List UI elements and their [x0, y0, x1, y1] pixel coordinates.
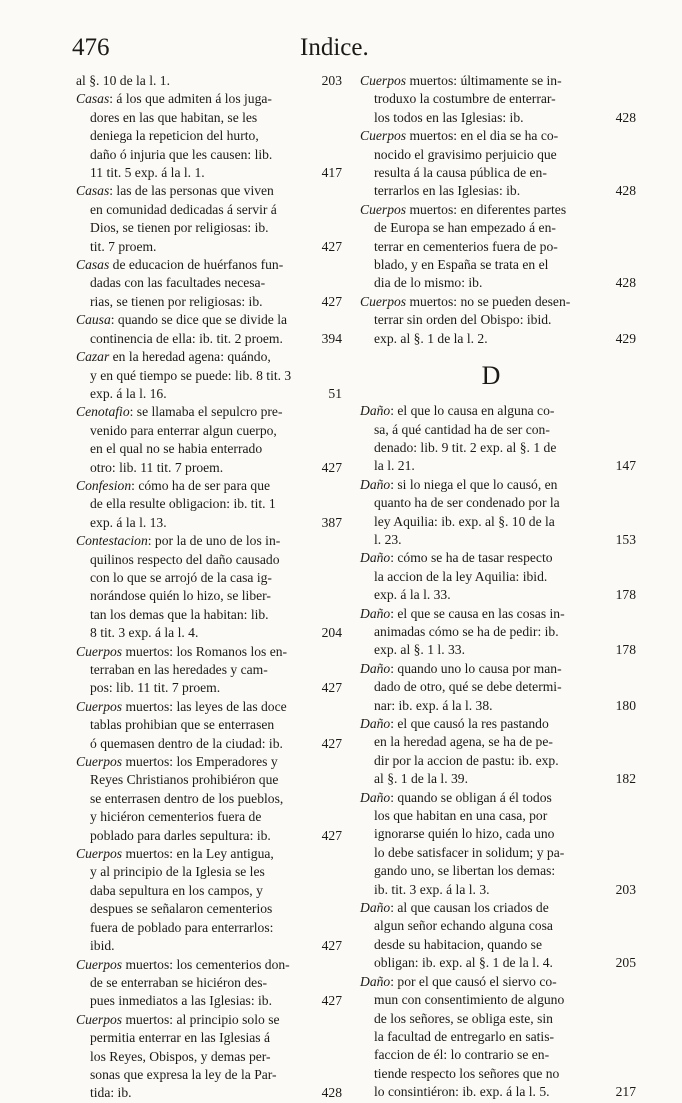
- entry-line: exp. al §. 1 l. 33.: [374, 642, 465, 658]
- headword: Cuerpos: [76, 643, 123, 659]
- entry-page-ref: 429: [615, 330, 636, 346]
- entry-line: daño ó injuria que les causen: lib.: [90, 146, 273, 162]
- index-entry: [360, 476, 636, 550]
- entry-line: exp. á la l. 13.: [90, 514, 167, 530]
- entry-line: la l. 21.: [374, 458, 415, 474]
- entry-line: exp. al §. 1 de la l. 2.: [374, 330, 488, 346]
- entry-line: desde su habitacion, quando se: [374, 936, 542, 952]
- headword: Causa: [76, 312, 111, 328]
- entry-line: Daño: el que lo causa en alguna co-: [360, 403, 555, 419]
- entry-line: dir por la accion de pastu: ib. exp.: [374, 752, 559, 768]
- headword: Cuerpos: [76, 1011, 123, 1027]
- entry-line: Dios, se tienen por religiosas: ib.: [90, 220, 269, 236]
- headword: Daño: [360, 789, 391, 805]
- entry-line: Casas de educacion de huérfanos fun-: [76, 257, 284, 273]
- entry-page-ref: 153: [615, 531, 636, 547]
- entry-line: la facultad de entregarlo en satis-: [374, 1028, 555, 1044]
- right-column-top: [360, 72, 636, 348]
- index-entry: [76, 753, 342, 845]
- entry-line: quanto ha de ser condenado por la: [374, 495, 560, 511]
- headword: Daño: [360, 550, 391, 566]
- entry-page-ref: 427: [321, 993, 342, 1009]
- index-entry: [76, 256, 342, 311]
- entry-page-ref: 428: [615, 275, 636, 291]
- index-entry: [76, 643, 342, 698]
- headword: Cuerpos: [360, 128, 407, 144]
- headword: Confesion: [76, 477, 132, 493]
- headword: Cuerpos: [76, 846, 123, 862]
- entry-page-ref: 178: [615, 642, 636, 658]
- entry-line: de los señores, se obliga este, sin: [374, 1010, 553, 1026]
- entry-page-ref: 203: [615, 881, 636, 897]
- headword: Daño: [360, 716, 391, 731]
- entry-page-ref: 428: [615, 183, 636, 199]
- entry-line: resulta á la causa pública de en-: [374, 165, 547, 181]
- entry-line: obligan: ib. exp. al §. 1 de la l. 4.: [374, 955, 553, 971]
- index-entry: [360, 402, 636, 476]
- entry-line: nocido el gravisimo perjuicio que: [374, 146, 557, 162]
- index-entry: [360, 899, 636, 973]
- index-entry: [360, 789, 636, 899]
- entry-line: sa, á qué cantidad ha de ser con-: [374, 421, 550, 437]
- entry-line: tida: ib.: [90, 1085, 132, 1101]
- entry-line: Cuerpos muertos: últimamente se in-: [360, 73, 562, 88]
- entry-line: la accion de la ley Aquilia: ibid.: [374, 568, 548, 584]
- entry-line: los todos en las Iglesias: ib.: [374, 109, 524, 125]
- entry-line: Reyes Christianos prohibiéron que: [90, 772, 279, 788]
- entry-line: Cuerpos muertos: no se pueden desen-: [360, 293, 571, 309]
- entry-line: gando uno, se libertan los demas:: [374, 863, 556, 879]
- entry-line: Cuerpos muertos: en el dia se ha co-: [360, 128, 559, 144]
- entry-line: blado, y en España se trata en el: [374, 257, 549, 273]
- headword: Cuerpos: [76, 754, 123, 770]
- entry-line: Cuerpos muertos: los Romanos los en-: [76, 643, 288, 659]
- headword: Cuerpos: [360, 201, 407, 217]
- entry-line: dado de otro, qué se debe determi-: [374, 679, 562, 695]
- headword: Daño: [360, 403, 391, 419]
- headword: Cuerpos: [360, 73, 407, 88]
- headword: Daño: [360, 605, 391, 621]
- headword: Casas: [76, 257, 110, 273]
- index-entry: [360, 201, 636, 293]
- entry-page-ref: 427: [321, 459, 342, 475]
- entry-line: al §. 10 de la l. 1.: [76, 73, 171, 88]
- entry-line: de Europa se han empezado á en-: [374, 220, 556, 236]
- entry-line: lo debe satisfacer in solidum; y pa-: [374, 844, 565, 860]
- entry-line: ó quemasen dentro de la ciudad: ib.: [90, 735, 283, 751]
- entry-line: Casas: á los que admiten á los juga-: [76, 91, 272, 107]
- entry-line: faccion de él: lo contrario se en-: [374, 1047, 550, 1063]
- entry-page-ref: 428: [615, 109, 636, 125]
- index-entry: [76, 311, 342, 348]
- section-letter: D: [481, 361, 501, 391]
- entry-line: terrar sin orden del Obispo: ibid.: [374, 312, 552, 328]
- entry-line: norándose quién lo hizo, se liber-: [90, 588, 271, 604]
- entry-page-ref: 428: [321, 1085, 342, 1101]
- index-entry: [360, 715, 636, 789]
- entry-line: despues se señalaron cementerios: [90, 901, 273, 917]
- entry-line: y en qué tiempo se puede: lib. 8 tit. 3: [90, 367, 292, 383]
- entry-page-ref: 204: [321, 625, 342, 641]
- headword: Contestacion: [76, 533, 148, 549]
- entry-page-ref: 427: [321, 293, 342, 309]
- index-entry: [360, 293, 636, 348]
- entry-page-ref: 387: [321, 514, 342, 530]
- entry-line: denado: lib. 9 tit. 2 exp. al §. 1 de: [374, 439, 557, 455]
- entry-line: lo consintiéron: ib. exp. á la l. 5.: [374, 1084, 550, 1100]
- entry-line: Casas: las de las personas que viven: [76, 183, 274, 199]
- index-entry: [76, 477, 342, 532]
- entry-line: ignorarse quién lo hizo, cada uno: [374, 826, 555, 842]
- index-entry: [76, 956, 342, 1011]
- headword: Daño: [360, 900, 391, 916]
- entry-line: Daño: por el que causó el siervo co-: [360, 973, 557, 989]
- entry-line: dia de lo mismo: ib.: [374, 275, 483, 291]
- headword: Cuerpos: [76, 956, 123, 972]
- entry-line: troduxo la costumbre de enterrar-: [374, 91, 556, 107]
- entry-line: se enterrasen dentro de los pueblos,: [90, 790, 284, 806]
- entry-line: ib. tit. 3 exp. á la l. 3.: [374, 881, 490, 897]
- index-entry: [360, 549, 636, 604]
- entry-line: Cuerpos muertos: en la Ley antigua,: [76, 846, 274, 862]
- entry-line: tan los demas que la habitan: lib.: [90, 606, 269, 622]
- entry-line: Cuerpos muertos: en diferentes partes: [360, 201, 567, 217]
- entry-line: rias, se tienen por religiosas: ib.: [90, 293, 263, 309]
- entry-page-ref: 417: [321, 165, 342, 181]
- entry-line: terrarlos en las Iglesias: ib.: [374, 183, 521, 199]
- entry-line: terraban en las heredades y cam-: [90, 662, 268, 677]
- index-entry: [76, 1011, 342, 1103]
- entry-line: los Reyes, Obispos, y demas per-: [90, 1048, 271, 1064]
- entry-page-ref: 427: [321, 827, 342, 843]
- entry-page-ref: 180: [615, 697, 636, 713]
- entry-line: poblado para darles sepultura: ib.: [90, 827, 271, 843]
- index-entry: [76, 845, 342, 955]
- entry-line: algun señor echando alguna cosa: [374, 918, 553, 934]
- entry-page-ref: 205: [615, 955, 636, 971]
- entry-line: animadas cómo se ha de pedir: ib.: [374, 623, 559, 639]
- running-title: Indice.: [300, 34, 369, 61]
- entry-line: daba sepultura en los campos, y: [90, 882, 263, 898]
- entry-line: Contestacion: por la de uno de los in-: [76, 533, 281, 549]
- headword: Cazar: [76, 349, 110, 365]
- entry-line: y al principio de la Iglesia se les: [90, 864, 265, 880]
- entry-line: ibid.: [90, 938, 115, 954]
- index-entry: [76, 182, 342, 256]
- page-number: 476: [72, 34, 110, 61]
- entry-line: quilinos respecto del daño causado: [90, 551, 280, 567]
- right-column-bottom: [360, 402, 636, 1101]
- entry-line: en comunidad dedicadas á servir á: [90, 201, 277, 217]
- entry-line: Daño: quando uno lo causa por man-: [360, 660, 562, 676]
- entry-line: Cazar en la heredad agena: quándo,: [76, 349, 271, 365]
- entry-line: exp. á la l. 33.: [374, 587, 451, 603]
- entry-line: los que habitan en una casa, por: [374, 808, 548, 824]
- entry-line: Daño: si lo niega el que lo causó, en: [360, 476, 558, 492]
- index-entry: [76, 532, 342, 642]
- entry-page-ref: 427: [321, 238, 342, 254]
- entry-line: en el qual no se habia enterrado: [90, 441, 263, 457]
- headword: Cuerpos: [360, 293, 407, 309]
- index-entry: [76, 403, 342, 477]
- entry-line: con lo que se arrojó de la casa ig-: [90, 569, 272, 585]
- entry-line: l. 23.: [374, 531, 402, 547]
- entry-line: 11 tit. 5 exp. á la l. 1.: [90, 165, 205, 181]
- entry-line: de ella resulte obligacion: ib. tit. 1: [90, 496, 276, 512]
- entry-line: de se enterraban se hiciéron des-: [90, 974, 268, 990]
- entry-line: venido para enterrar algun cuerpo,: [90, 422, 277, 438]
- headword: Casas: [76, 183, 110, 199]
- index-entry: [360, 973, 636, 1102]
- entry-line: Daño: el que causó la res pastando: [360, 716, 549, 731]
- entry-line: Cenotafio: se llamaba el sepulcro pre-: [76, 404, 283, 420]
- entry-line: dadas con las facultades necesa-: [90, 275, 266, 291]
- headword: Daño: [360, 476, 391, 492]
- entry-line: en la heredad agena, se ha de pe-: [374, 734, 553, 750]
- index-entry: [360, 605, 636, 660]
- entry-line: dores en las que habitan, se les: [90, 109, 258, 125]
- index-entry: [76, 698, 342, 753]
- entry-line: Cuerpos muertos: las leyes de las doce: [76, 698, 287, 714]
- headword: Daño: [360, 973, 391, 989]
- index-entry: [360, 660, 636, 715]
- entry-page-ref: 51: [328, 385, 342, 401]
- index-entry: [360, 72, 636, 127]
- entry-line: Confesion: cómo ha de ser para que: [76, 477, 271, 493]
- entry-page-ref: 178: [615, 587, 636, 603]
- entry-page-ref: 427: [321, 680, 342, 696]
- index-entry: [76, 72, 342, 90]
- entry-page-ref: 394: [321, 330, 342, 346]
- entry-line: Daño: al que causan los criados de: [360, 900, 549, 916]
- entry-line: pos: lib. 11 tit. 7 proem.: [90, 680, 221, 696]
- entry-line: fuera de poblado para enterrarlos:: [90, 919, 274, 935]
- entry-line: Daño: cómo se ha de tasar respecto: [360, 550, 553, 566]
- entry-page-ref: 182: [615, 771, 636, 787]
- left-column: [76, 72, 342, 1103]
- entry-line: Causa: quando se dice que se divide la: [76, 312, 288, 328]
- entry-page-ref: 427: [321, 735, 342, 751]
- headword: Daño: [360, 660, 391, 676]
- entry-line: y hiciéron cementerios fuera de: [90, 809, 262, 825]
- entry-line: tit. 7 proem.: [90, 238, 157, 254]
- page-header: [0, 34, 682, 64]
- right-column: [360, 72, 636, 1102]
- entry-line: tiende respecto los señores que no: [374, 1065, 560, 1081]
- index-entry: [360, 127, 636, 201]
- entry-line: Cuerpos muertos: los cementerios don-: [76, 956, 290, 972]
- entry-line: Daño: el que se causa en las cosas in-: [360, 605, 565, 621]
- entry-line: tablas prohibian que se enterrasen: [90, 717, 275, 733]
- entry-line: mun con consentimiento de alguno: [374, 992, 565, 1008]
- entry-page-ref: 203: [321, 73, 342, 88]
- headword: Cenotafio: [76, 404, 130, 420]
- index-entry: [76, 348, 342, 403]
- index-entry: [76, 90, 342, 182]
- entry-line: ley Aquilia: ib. exp. al §. 10 de la: [374, 513, 555, 529]
- headword: Casas: [76, 91, 110, 107]
- entry-line: nar: ib. exp. á la l. 38.: [374, 697, 493, 713]
- entry-page-ref: 217: [615, 1084, 636, 1100]
- entry-page-ref: 427: [321, 938, 342, 954]
- entry-line: exp. á la l. 16.: [90, 385, 167, 401]
- entry-line: terrar en cementerios fuera de po-: [374, 238, 558, 254]
- entry-line: 8 tit. 3 exp. á la l. 4.: [90, 625, 199, 641]
- headword: Cuerpos: [76, 698, 123, 714]
- entry-line: continencia de ella: ib. tit. 2 proem.: [90, 330, 283, 346]
- entry-line: Daño: quando se obligan á él todos: [360, 789, 552, 805]
- entry-line: al §. 1 de la l. 39.: [374, 771, 469, 787]
- entry-line: Cuerpos muertos: al principio solo se: [76, 1011, 280, 1027]
- entry-line: pues inmediatos a las Iglesias: ib.: [90, 993, 272, 1009]
- entry-page-ref: 147: [615, 458, 636, 474]
- entry-line: otro: lib. 11 tit. 7 proem.: [90, 459, 224, 475]
- entry-line: deniega la repeticion del hurto,: [90, 128, 259, 144]
- entry-line: permitia enterrar en las Iglesias á: [90, 1030, 271, 1046]
- entry-line: Cuerpos muertos: los Emperadores y: [76, 754, 278, 770]
- entry-line: sonas que expresa la ley de la Par-: [90, 1066, 277, 1082]
